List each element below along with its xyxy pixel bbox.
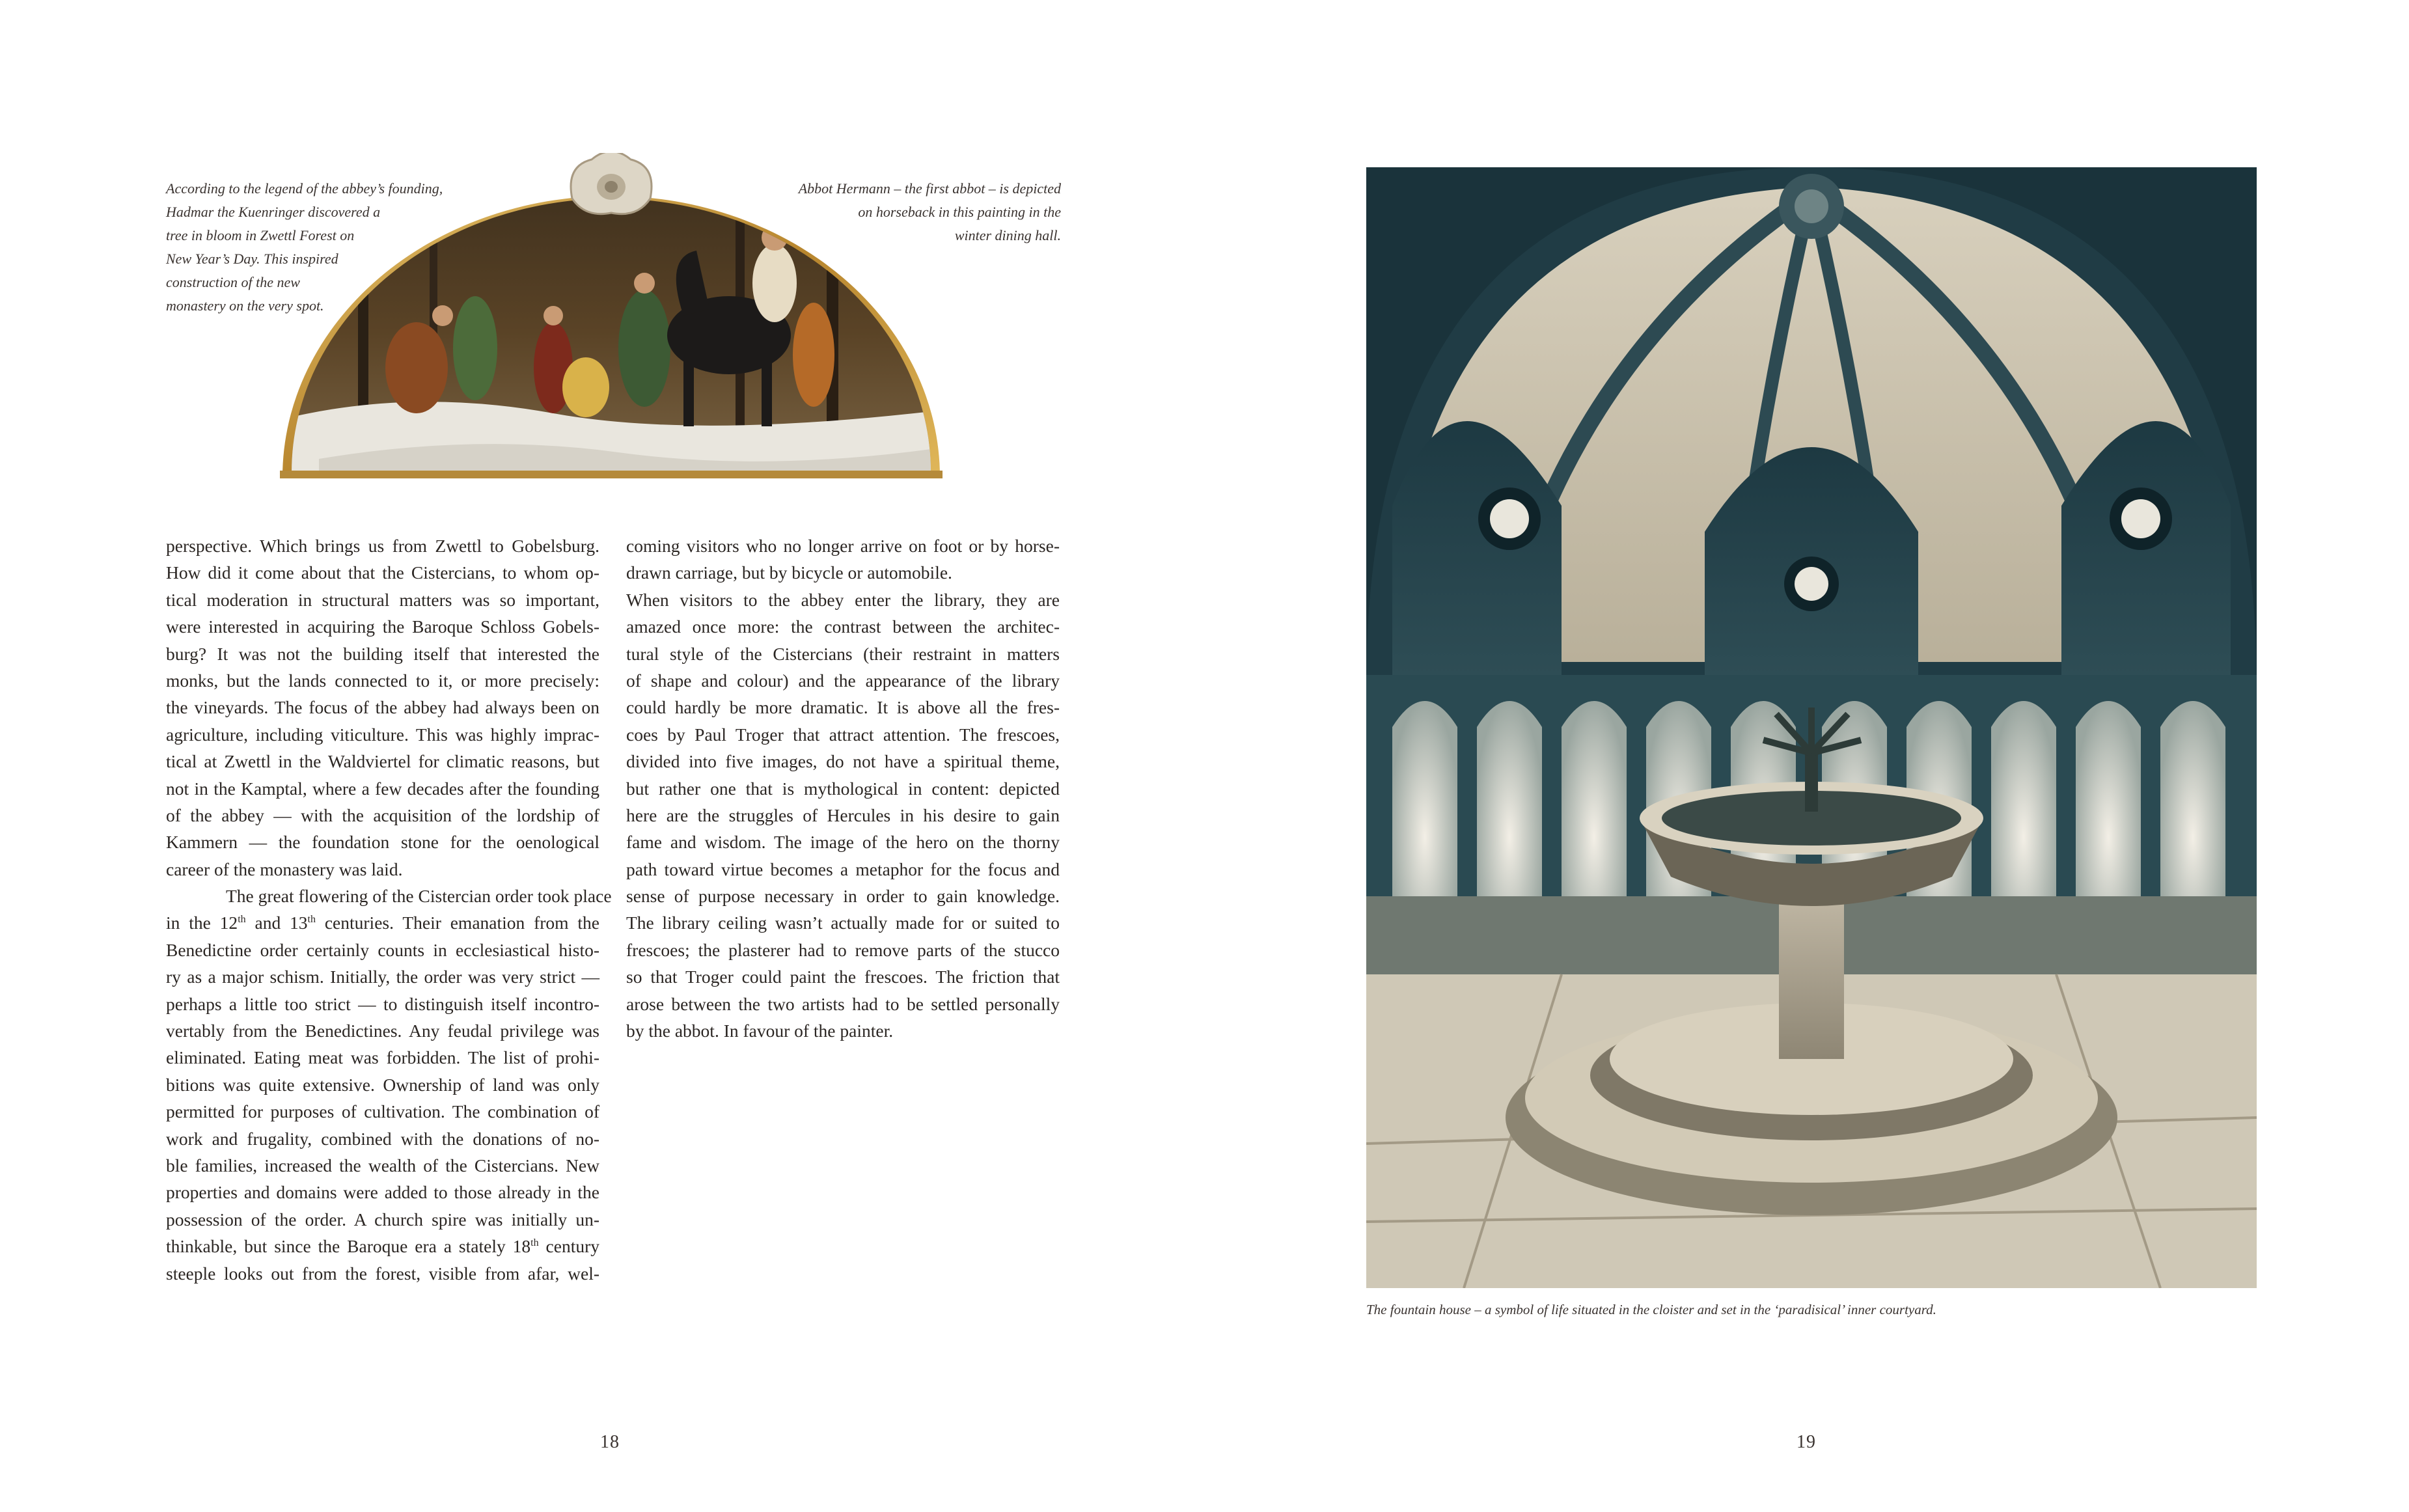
superscript: th [307, 914, 316, 926]
text-line: Kammern — the foundation stone for the oenological [166, 832, 599, 853]
caption-line: monastery on the very spot. [166, 297, 324, 314]
text-line: sense of purpose necessary in order to gain knowledge. [626, 886, 1060, 907]
superscript: th [530, 1237, 539, 1249]
text-line: could hardly be more dramatic. It is above all the fres- [626, 697, 1060, 718]
text-line: steeple looks out from the forest, visible from afar, wel- [166, 1263, 599, 1284]
text-line: drawn carriage, but by bicycle or automobile. [626, 562, 952, 583]
text-line: tural style of the Cistercians (their restraint in matters [626, 643, 1060, 664]
text-line: were interested in acquiring the Baroque Schloss Gobels- [166, 616, 599, 637]
caption-line: Hadmar the Kuenringer discovered a [166, 204, 381, 220]
text-line: eliminated. Eating meat was forbidden. The list of prohi- [166, 1047, 599, 1068]
text-line: properties and domains were added to those already in the [166, 1182, 599, 1203]
fountain-house-photo [1366, 167, 2257, 1288]
text-line: perhaps a little too strict — to distinguish itself incontro- [166, 993, 599, 1014]
text-line [166, 909, 599, 936]
text-line: perspective. Which brings us from Zwettl to Gobelsburg. [166, 536, 599, 556]
text-segment: thinkable, but since the Baroque era a stately 18 [166, 1236, 531, 1257]
text-line: the vineyards. The focus of the abbey had always been on [166, 697, 599, 718]
text-line: When visitors to the abbey enter the library, they are [626, 589, 1060, 610]
caption-line: on horseback in this painting in the [858, 204, 1061, 220]
text-line: of the abbey — with the acquisition of the lordship of [166, 804, 599, 825]
text-segment: and 13 [245, 913, 308, 933]
page-number: 19 [1796, 1432, 1816, 1452]
text-line: frescoes; the plasterer had to remove parts of the stucco [626, 939, 1060, 960]
text-line: ry as a major schism. Initially, the order was very strict — [166, 967, 599, 987]
text-line [166, 1233, 599, 1259]
page-number: 18 [600, 1432, 620, 1452]
text-line: How did it come about that the Cistercians, to whom op- [166, 562, 599, 583]
text-line: burg? It was not the building itself that interested the [166, 643, 599, 664]
superscript: th [238, 914, 246, 926]
text-line: Benedictine order certainly counts in ecclesiastical histo- [166, 939, 599, 960]
text-line: bitions was quite extensive. Ownership of land was only [166, 1074, 599, 1095]
text-segment: century [538, 1236, 600, 1257]
text-line: coming visitors who no longer arrive on foot or by horse- [626, 536, 1060, 556]
text-line: possession of the order. A church spire was initially un- [166, 1209, 599, 1230]
text-line: The great flowering of the Cistercian order took place [226, 886, 612, 907]
text-line: divided into five images, do not have a spiritual theme, [626, 751, 1060, 772]
text-line: career of the monastery was laid. [166, 859, 403, 879]
paragraph [626, 532, 1060, 1044]
text-line: by the abbot. In favour of the painter. [626, 1021, 894, 1041]
text-line: agriculture, including viticulture. This was highly imprac- [166, 724, 599, 745]
text-line: tical at Zwettl in the Waldviertel for climatic reasons, but [166, 751, 599, 772]
text-line: vertably from the Benedictines. Any feudal privilege was [166, 1021, 599, 1041]
caption-line: According to the legend of the abbey’s founding, [166, 180, 443, 197]
paragraph [166, 532, 599, 883]
caption-line: winter dining hall. [954, 227, 1061, 243]
caption-line: Abbot Hermann – the first abbot – is depicted [798, 180, 1061, 197]
text-line: path toward virtue becomes a metaphor for the focus and [626, 859, 1060, 879]
text-line: arose between the two artists had to be settled personally [626, 993, 1060, 1014]
text-line: The library ceiling wasn’t actually made for or suited to [626, 913, 1060, 933]
left-page [0, 0, 1204, 1512]
text-line: of shape and colour) and the appearance of the library [626, 670, 1060, 691]
text-segment: in the 12 [166, 913, 238, 933]
lunette-painting [280, 153, 943, 478]
caption-line: New Year’s Day. This inspired [166, 251, 338, 267]
text-line: here are the struggles of Hercules in his desire to gain [626, 804, 1060, 825]
text-line: fame and wisdom. The image of the hero on the thorny [626, 832, 1060, 853]
text-line: but rather one that is mythological in content: depicted [626, 778, 1060, 799]
body-column-2 [626, 532, 1060, 1044]
text-segment: centuries. Their emanation from the [316, 913, 599, 933]
text-line: so that Troger could paint the frescoes. The friction that [626, 967, 1060, 987]
text-line: tical moderation in structural matters was so important, [166, 589, 599, 610]
text-line: coes by Paul Troger that attract attention. The frescoes, [626, 724, 1060, 745]
text-line: work and frugality, combined with the donations of no- [166, 1128, 599, 1149]
body-column-1 [166, 532, 612, 1287]
paragraph [166, 883, 612, 1287]
photo-caption: The fountain house – a symbol of life situated in the cloister and set in the ‘paradisical’ inner courtyard. [1366, 1302, 1936, 1317]
text-line: ble families, increased the wealth of the Cistercians. New [166, 1155, 599, 1175]
text-line: amazed once more: the contrast between the architec- [626, 616, 1060, 637]
text-line: permitted for purposes of cultivation. The combination of [166, 1101, 599, 1122]
caption-line: tree in bloom in Zwettl Forest on [166, 227, 355, 243]
text-line: monks, but the lands connected to it, or more precisely: [166, 670, 599, 691]
caption-line: construction of the new [166, 274, 300, 290]
text-line: not in the Kamptal, where a few decades after the founding [166, 778, 599, 799]
